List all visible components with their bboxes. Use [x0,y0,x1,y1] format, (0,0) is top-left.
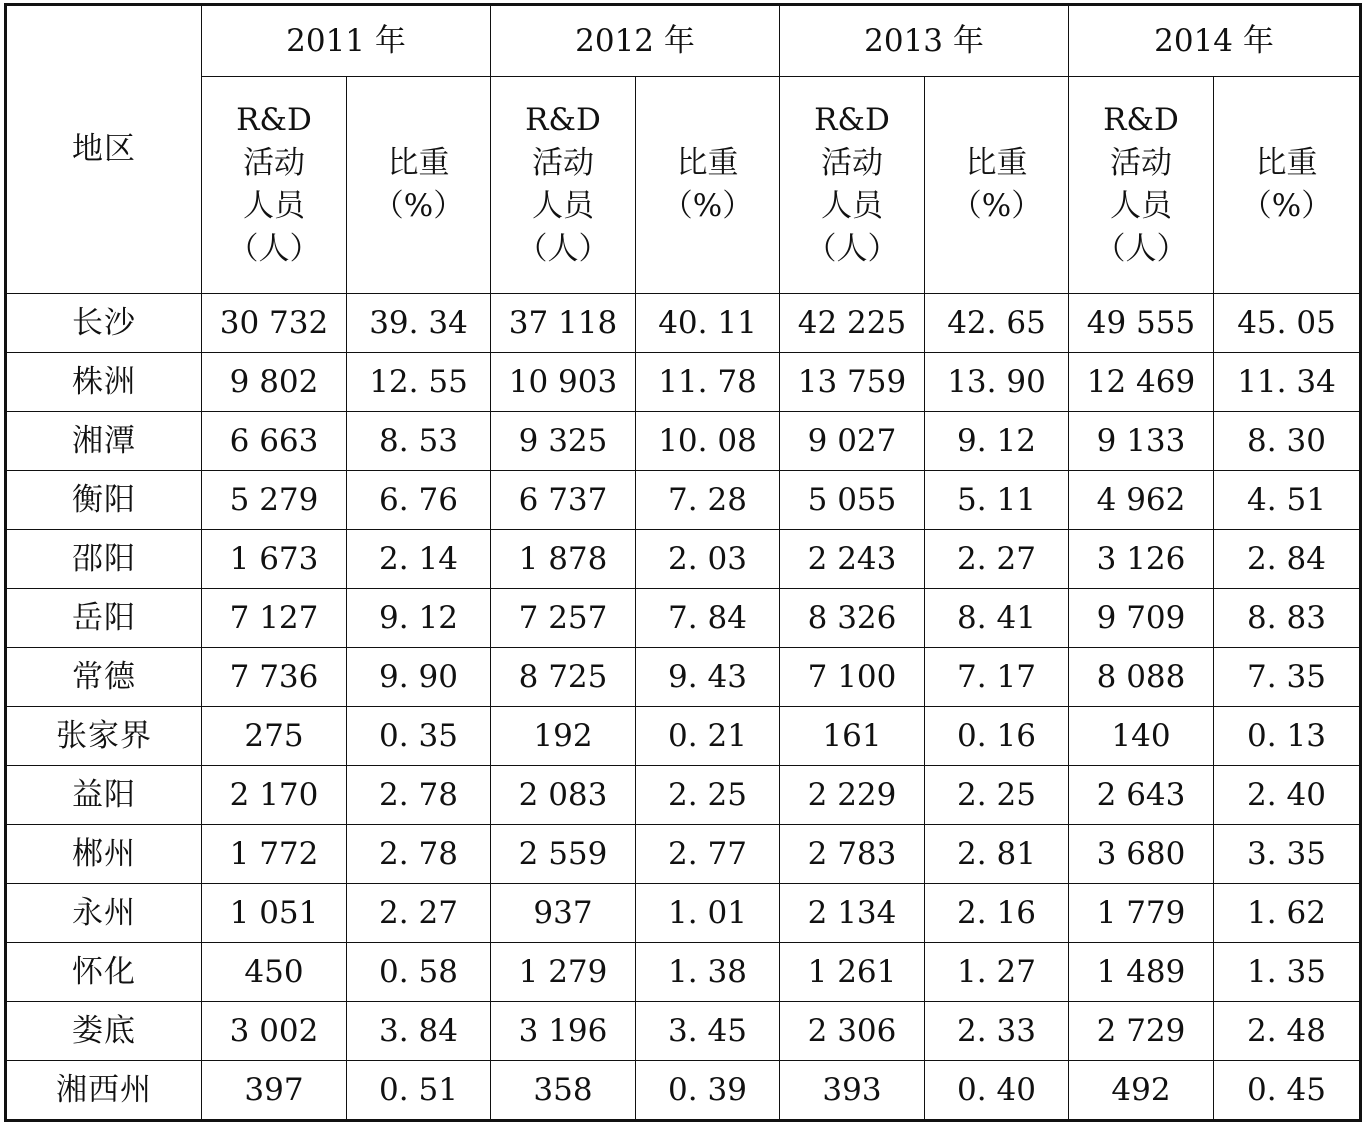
personnel-cell: 30 732 [202,294,347,353]
share-header-line: 比重 [1255,145,1318,181]
personnel-cell: 9 709 [1069,589,1214,648]
rd-personnel-header-line: 人员 [243,188,305,224]
share-cell: 2. 16 [925,884,1069,943]
table-row [6,707,1361,766]
share-cell: 13. 90 [925,353,1069,412]
personnel-cell: 5 055 [780,471,925,530]
share-cell: 4. 51 [1214,471,1361,530]
sub-header-row [6,77,1361,294]
table-row [6,1061,1361,1121]
year-header: 2011 年 [202,5,491,77]
personnel-cell: 37 118 [491,294,636,353]
share-header [636,77,780,294]
personnel-cell: 9 133 [1069,412,1214,471]
rd-personnel-header-line: （人） [227,231,321,267]
rd-personnel-header-line: R&D [236,102,312,138]
personnel-cell: 192 [491,707,636,766]
rd-personnel-header-line: 活动 [1110,145,1172,181]
personnel-cell: 10 903 [491,353,636,412]
share-cell: 0. 35 [347,707,491,766]
region-cell: 常德 [6,648,202,707]
share-cell: 0. 13 [1214,707,1361,766]
personnel-cell: 450 [202,943,347,1002]
personnel-cell: 2 306 [780,1002,925,1061]
share-cell: 39. 34 [347,294,491,353]
table-row [6,412,1361,471]
rd-personnel-header-line: 人员 [1110,188,1172,224]
share-cell: 3. 45 [636,1002,780,1061]
share-header-line: 比重 [965,145,1028,181]
share-cell: 42. 65 [925,294,1069,353]
share-cell: 9. 43 [636,648,780,707]
rd-personnel-header-line: R&D [1103,102,1179,138]
region-cell: 衡阳 [6,471,202,530]
region-header: 地区 [6,5,202,294]
personnel-cell: 9 027 [780,412,925,471]
share-cell: 0. 45 [1214,1061,1361,1121]
personnel-cell: 6 737 [491,471,636,530]
personnel-cell: 2 083 [491,766,636,825]
region-cell: 岳阳 [6,589,202,648]
share-header-line: 比重 [676,145,739,181]
table-row [6,294,1361,353]
share-cell: 2. 48 [1214,1002,1361,1061]
share-cell: 3. 84 [347,1002,491,1061]
share-header-line: （%） [950,188,1043,224]
share-cell: 12. 55 [347,353,491,412]
region-cell: 长沙 [6,294,202,353]
personnel-cell: 161 [780,707,925,766]
share-cell: 9. 90 [347,648,491,707]
rd-personnel-header-line: （人） [805,231,899,267]
personnel-cell: 1 673 [202,530,347,589]
personnel-cell: 6 663 [202,412,347,471]
share-cell: 7. 17 [925,648,1069,707]
region-cell: 湘西州 [6,1061,202,1121]
personnel-cell: 358 [491,1061,636,1121]
personnel-cell: 3 002 [202,1002,347,1061]
personnel-cell: 7 736 [202,648,347,707]
table-row [6,353,1361,412]
personnel-cell: 140 [1069,707,1214,766]
share-cell: 6. 76 [347,471,491,530]
personnel-cell: 49 555 [1069,294,1214,353]
personnel-cell: 397 [202,1061,347,1121]
share-header-line: （%） [1240,188,1333,224]
table-row [6,471,1361,530]
share-cell: 2. 03 [636,530,780,589]
personnel-cell: 8 088 [1069,648,1214,707]
personnel-cell: 7 127 [202,589,347,648]
share-cell: 2. 25 [925,766,1069,825]
personnel-cell: 3 196 [491,1002,636,1061]
rd-personnel-header [1069,77,1214,294]
region-cell: 株洲 [6,353,202,412]
personnel-cell: 492 [1069,1061,1214,1121]
share-cell: 1. 62 [1214,884,1361,943]
personnel-cell: 275 [202,707,347,766]
share-cell: 7. 35 [1214,648,1361,707]
table-row [6,589,1361,648]
share-cell: 0. 58 [347,943,491,1002]
rd-personnel-header-line: R&D [814,102,890,138]
table-row [6,530,1361,589]
share-cell: 2. 33 [925,1002,1069,1061]
table-row [6,825,1361,884]
share-cell: 2. 27 [925,530,1069,589]
share-cell: 2. 81 [925,825,1069,884]
share-cell: 1. 35 [1214,943,1361,1002]
region-cell: 张家界 [6,707,202,766]
personnel-cell: 2 170 [202,766,347,825]
personnel-cell: 1 279 [491,943,636,1002]
share-cell: 7. 28 [636,471,780,530]
table-row [6,766,1361,825]
personnel-cell: 4 962 [1069,471,1214,530]
personnel-cell: 13 759 [780,353,925,412]
personnel-cell: 7 257 [491,589,636,648]
table-container [4,3,1362,1122]
share-cell: 0. 21 [636,707,780,766]
share-header [925,77,1069,294]
share-cell: 0. 40 [925,1061,1069,1121]
share-cell: 1. 38 [636,943,780,1002]
personnel-cell: 1 772 [202,825,347,884]
rd-personnel-header-line: 人员 [821,188,883,224]
share-cell: 2. 14 [347,530,491,589]
rd-personnel-header-line: 活动 [532,145,594,181]
personnel-cell: 937 [491,884,636,943]
share-cell: 2. 84 [1214,530,1361,589]
share-cell: 10. 08 [636,412,780,471]
share-header [1214,77,1361,294]
personnel-cell: 8 326 [780,589,925,648]
year-header: 2014 年 [1069,5,1361,77]
share-cell: 45. 05 [1214,294,1361,353]
personnel-cell: 2 783 [780,825,925,884]
share-cell: 9. 12 [925,412,1069,471]
personnel-cell: 9 325 [491,412,636,471]
share-cell: 3. 35 [1214,825,1361,884]
rd-personnel-header [491,77,636,294]
share-cell: 2. 27 [347,884,491,943]
rd-personnel-header-line: （人） [1094,231,1188,267]
personnel-cell: 2 643 [1069,766,1214,825]
rd-personnel-header-line: （人） [516,231,610,267]
share-cell: 8. 53 [347,412,491,471]
personnel-cell: 2 229 [780,766,925,825]
share-cell: 40. 11 [636,294,780,353]
rd-personnel-header-line: R&D [525,102,601,138]
share-header-line: （%） [661,188,754,224]
share-cell: 5. 11 [925,471,1069,530]
personnel-cell: 2 729 [1069,1002,1214,1061]
personnel-cell: 8 725 [491,648,636,707]
region-cell: 湘潭 [6,412,202,471]
personnel-cell: 5 279 [202,471,347,530]
share-cell: 2. 25 [636,766,780,825]
personnel-cell: 2 243 [780,530,925,589]
personnel-cell: 2 559 [491,825,636,884]
share-header [347,77,491,294]
region-cell: 郴州 [6,825,202,884]
personnel-cell: 2 134 [780,884,925,943]
share-cell: 9. 12 [347,589,491,648]
share-cell: 8. 83 [1214,589,1361,648]
year-header: 2012 年 [491,5,780,77]
share-cell: 0. 16 [925,707,1069,766]
share-cell: 2. 77 [636,825,780,884]
region-cell: 怀化 [6,943,202,1002]
share-cell: 1. 01 [636,884,780,943]
personnel-cell: 9 802 [202,353,347,412]
rd-personnel-header-line: 人员 [532,188,594,224]
year-header: 2013 年 [780,5,1069,77]
personnel-cell: 12 469 [1069,353,1214,412]
share-cell: 1. 27 [925,943,1069,1002]
personnel-cell: 3 680 [1069,825,1214,884]
personnel-cell: 1 051 [202,884,347,943]
personnel-cell: 3 126 [1069,530,1214,589]
region-cell: 永州 [6,884,202,943]
personnel-cell: 393 [780,1061,925,1121]
share-cell: 0. 39 [636,1061,780,1121]
personnel-cell: 1 779 [1069,884,1214,943]
share-cell: 11. 78 [636,353,780,412]
region-cell: 邵阳 [6,530,202,589]
share-header-line: 比重 [387,145,450,181]
share-cell: 11. 34 [1214,353,1361,412]
rd-personnel-header [202,77,347,294]
rd-personnel-header [780,77,925,294]
region-cell: 益阳 [6,766,202,825]
share-cell: 7. 84 [636,589,780,648]
share-cell: 8. 30 [1214,412,1361,471]
share-cell: 2. 78 [347,766,491,825]
table-row [6,648,1361,707]
region-cell: 娄底 [6,1002,202,1061]
share-cell: 2. 40 [1214,766,1361,825]
personnel-cell: 1 261 [780,943,925,1002]
personnel-cell: 1 489 [1069,943,1214,1002]
table-row [6,1002,1361,1061]
personnel-cell: 7 100 [780,648,925,707]
personnel-cell: 42 225 [780,294,925,353]
share-cell: 0. 51 [347,1061,491,1121]
table-row [6,884,1361,943]
share-header-line: （%） [372,188,465,224]
personnel-cell: 1 878 [491,530,636,589]
rd-personnel-table [4,3,1362,1122]
rd-personnel-header-line: 活动 [821,145,883,181]
share-cell: 8. 41 [925,589,1069,648]
table-row [6,943,1361,1002]
year-header-row [6,5,1361,77]
rd-personnel-header-line: 活动 [243,145,305,181]
share-cell: 2. 78 [347,825,491,884]
